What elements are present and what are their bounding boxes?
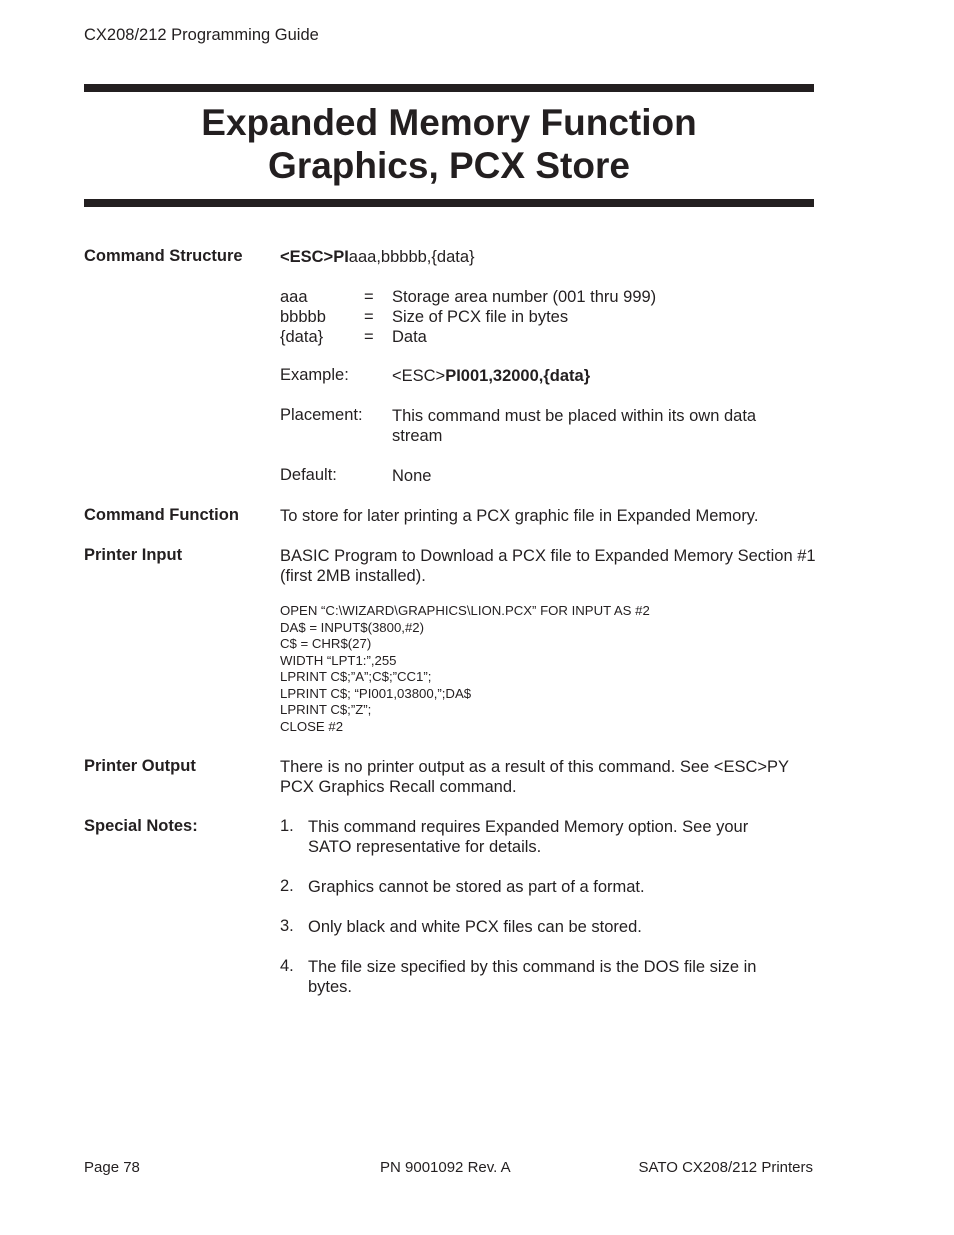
syntax-rest: aaa,bbbbb,{data} [348, 248, 475, 266]
special-notes-label: Special Notes: [84, 817, 198, 835]
page-title [84, 101, 814, 187]
default-value: None [392, 467, 432, 485]
placement-text: This command must be placed within its own data stream [392, 407, 757, 445]
title-rule-top [84, 84, 814, 92]
command-function-text: To store for later printing a PCX graphic file in Expanded Memory. [280, 507, 759, 525]
command-function-label: Command Function [84, 506, 239, 524]
note-number: 1. [280, 817, 294, 835]
default-label: Default: [280, 466, 337, 484]
example-label: Example: [280, 366, 349, 384]
example-prefix: <ESC> [392, 367, 446, 385]
param-description: Storage area number (001 thru 999) [392, 288, 657, 306]
param-name: bbbbb [280, 308, 326, 326]
param-name: {data} [280, 328, 324, 346]
running-header: CX208/212 Programming Guide [84, 26, 319, 44]
printer-output-text: There is no printer output as a result of this command. See <ESC>PY PCX Graphics Recall command. [280, 758, 789, 796]
printer-input-label: Printer Input [84, 546, 183, 564]
footer-part-number: PN 9001092 Rev. A [380, 1159, 511, 1176]
command-structure-label: Command Structure [84, 247, 243, 265]
param-description: Size of PCX file in bytes [392, 308, 569, 326]
title-rule-bottom [84, 199, 814, 207]
printer-output-label: Printer Output [84, 757, 196, 775]
example-value [392, 366, 812, 386]
note-text: This command requires Expanded Memory option. See your SATO representative for details. [308, 818, 749, 856]
note-text: Only black and white PCX files can be stored. [308, 918, 642, 936]
note-number: 3. [280, 917, 294, 935]
param-equals: = [364, 328, 374, 346]
note-text: The file size specified by this command is the DOS file size in bytes. [308, 958, 757, 996]
footer-product: SATO CX208/212 Printers [638, 1159, 813, 1176]
basic-code-listing: OPEN “C:\WIZARD\GRAPHICS\LION.PCX” FOR INPUT AS #2 DA$ = INPUT$(3800,#2) C$ = CHR$(27) WIDTH “LPT1:”,255 LPRINT C$;”A”;C$;”CC1”; LPRINT C$; “PI001,03800,”;DA$ LPRINT C$;”Z”; CLOSE #2 [280, 603, 650, 734]
footer-page-number: Page 78 [84, 1159, 140, 1176]
note-text: Graphics cannot be stored as part of a format. [308, 878, 645, 896]
title-line-2: Graphics, PCX Store [268, 145, 630, 186]
syntax-bold: <ESC>PI [280, 248, 349, 266]
param-equals: = [364, 288, 374, 306]
param-name: aaa [280, 288, 308, 306]
param-description: Data [392, 328, 427, 346]
printer-input-text: BASIC Program to Download a PCX file to Expanded Memory Section #1 (first 2MB installed). [280, 547, 816, 585]
command-syntax [280, 247, 820, 267]
title-line-1: Expanded Memory Function [201, 102, 697, 143]
note-number: 4. [280, 957, 294, 975]
placement-label: Placement: [280, 406, 363, 424]
example-bold: PI001,32000,{data} [445, 367, 591, 385]
param-equals: = [364, 308, 374, 326]
note-number: 2. [280, 877, 294, 895]
